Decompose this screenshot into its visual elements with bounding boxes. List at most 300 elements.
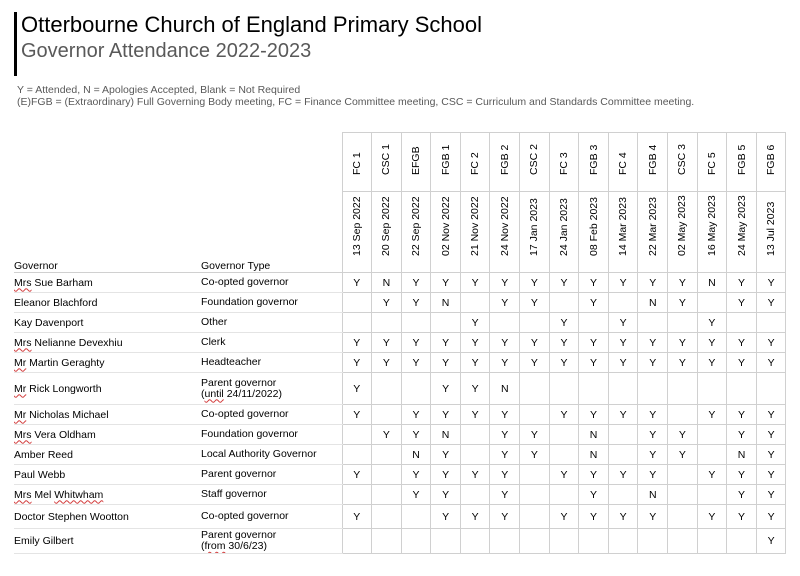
- governor-type: Co-opted governor: [201, 510, 289, 522]
- attendance-cell: [342, 529, 372, 554]
- meeting-date: 14 Mar 2023: [617, 197, 630, 256]
- attendance-cell: Y: [460, 373, 490, 405]
- attendance-cell: [668, 505, 698, 529]
- attendance-cell: [520, 405, 550, 425]
- meeting-date-header: [549, 192, 579, 273]
- attendance-cell: N: [697, 273, 727, 293]
- governor-row: [14, 293, 786, 313]
- attendance-cell: [668, 313, 698, 333]
- attendance-cell: Y: [697, 313, 727, 333]
- attendance-cell: [697, 529, 727, 554]
- attendance-cell: Y: [697, 405, 727, 425]
- legend-abbreviations: (E)FGB = (Extraordinary) Full Governing Body meeting, FC = Finance Committee meeting, CSC = Curriculum and Standards Committee meeting.: [17, 96, 695, 108]
- attendance-cell: [697, 485, 727, 505]
- attendance-cell: [756, 373, 786, 405]
- meeting-date-header: [372, 192, 402, 273]
- attendance-cell: Y: [490, 465, 520, 485]
- governor-type: Foundation governor: [201, 428, 298, 440]
- attendance-cell: [697, 425, 727, 445]
- governor-type-cell: [201, 445, 342, 465]
- governor-type: Staff governor: [201, 488, 267, 500]
- governor-type-cell: [201, 405, 342, 425]
- governor-type-cell: [201, 293, 342, 313]
- attendance-cell: Y: [756, 505, 786, 529]
- attendance-cell: Y: [608, 405, 638, 425]
- attendance-cell: [579, 313, 609, 333]
- governor-name: Mrs Mel Whitwham: [14, 485, 201, 505]
- attendance-cell: Y: [520, 333, 550, 353]
- governor-name: Kay Davenport: [14, 313, 201, 333]
- attendance-cell: Y: [756, 333, 786, 353]
- meeting-code-header: [579, 133, 609, 192]
- attendance-cell: [372, 445, 402, 465]
- attendance-cell: Y: [490, 405, 520, 425]
- governor-name: Mr Martin Geraghty: [14, 353, 201, 373]
- meeting-date: 02 May 2023: [676, 195, 689, 256]
- meeting-code-header: [727, 133, 757, 192]
- attendance-cell: [638, 373, 668, 405]
- governor-name: Mrs Sue Barham: [14, 273, 201, 293]
- governor-type-cell: [201, 313, 342, 333]
- governor-row: [14, 405, 786, 425]
- governor-name: Amber Reed: [14, 445, 201, 465]
- attendance-table: [14, 132, 786, 554]
- attendance-cell: Y: [579, 505, 609, 529]
- governor-type: Co-opted governor: [201, 276, 289, 288]
- attendance-cell: Y: [579, 273, 609, 293]
- attendance-cell: Y: [638, 273, 668, 293]
- attendance-cell: [372, 313, 402, 333]
- meeting-code-header: [490, 133, 520, 192]
- meeting-date: 08 Feb 2023: [587, 197, 600, 256]
- governor-name: Eleanor Blachford: [14, 293, 201, 313]
- attendance-cell: [579, 373, 609, 405]
- attendance-cell: Y: [431, 445, 461, 465]
- attendance-cell: Y: [549, 333, 579, 353]
- meeting-code: FGB 6: [765, 144, 778, 175]
- meeting-date-header: [608, 192, 638, 273]
- attendance-cell: Y: [490, 505, 520, 529]
- attendance-cell: [697, 293, 727, 313]
- meeting-date-header: [697, 192, 727, 273]
- attendance-cell: [342, 293, 372, 313]
- attendance-cell: Y: [579, 353, 609, 373]
- attendance-cell: [342, 445, 372, 465]
- attendance-cell: Y: [727, 273, 757, 293]
- attendance-cell: [342, 485, 372, 505]
- attendance-cell: [668, 405, 698, 425]
- meeting-date-header: [431, 192, 461, 273]
- attendance-cell: [460, 445, 490, 465]
- meeting-code: CSC 3: [676, 144, 689, 175]
- attendance-cell: Y: [401, 273, 431, 293]
- attendance-cell: [727, 313, 757, 333]
- governor-row: [14, 373, 786, 405]
- attendance-cell: [342, 425, 372, 445]
- attendance-cell: [490, 313, 520, 333]
- attendance-cell: Y: [668, 293, 698, 313]
- attendance-cell: [697, 445, 727, 465]
- attendance-cell: [579, 529, 609, 554]
- governor-type: Clerk: [201, 336, 226, 348]
- attendance-cell: Y: [638, 465, 668, 485]
- governor-type: Co-opted governor: [201, 408, 289, 420]
- governor-row: [14, 313, 786, 333]
- meeting-date: 24 May 2023: [735, 195, 748, 256]
- attendance-cell: [608, 373, 638, 405]
- governor-type-cell: [201, 529, 342, 554]
- meeting-date-header: [460, 192, 490, 273]
- governor-column-header: Governor: [14, 133, 201, 273]
- meeting-date: 13 Sep 2022: [350, 196, 363, 256]
- meeting-code-header: [460, 133, 490, 192]
- governor-type-column-header: Governor Type: [201, 133, 342, 273]
- meeting-code-header: [668, 133, 698, 192]
- attendance-cell: [756, 313, 786, 333]
- attendance-cell: Y: [727, 425, 757, 445]
- meeting-date: 24 Nov 2022: [498, 196, 511, 256]
- attendance-cell: Y: [401, 353, 431, 373]
- attendance-cell: Y: [460, 313, 490, 333]
- governor-term-note: (from 30/6/23): [201, 540, 267, 552]
- meeting-code-header: [756, 133, 786, 192]
- attendance-cell: Y: [756, 273, 786, 293]
- meeting-date-header: [638, 192, 668, 273]
- meeting-date: 16 May 2023: [705, 195, 718, 256]
- attendance-cell: [342, 313, 372, 333]
- attendance-cell: Y: [638, 405, 668, 425]
- meeting-code: CSC 2: [528, 144, 541, 175]
- meeting-date: 21 Nov 2022: [469, 196, 482, 256]
- attendance-cell: Y: [668, 353, 698, 373]
- attendance-cell: Y: [727, 333, 757, 353]
- attendance-cell: [520, 465, 550, 485]
- legend-key: Y = Attended, N = Apologies Accepted, Blank = Not Required: [17, 84, 301, 96]
- attendance-cell: Y: [756, 465, 786, 485]
- meeting-date: 13 Jul 2023: [765, 201, 778, 256]
- meeting-code: FC 1: [350, 152, 363, 175]
- attendance-cell: Y: [460, 405, 490, 425]
- legend: [17, 84, 694, 108]
- attendance-cell: [549, 529, 579, 554]
- attendance-cell: Y: [549, 273, 579, 293]
- attendance-cell: Y: [756, 425, 786, 445]
- attendance-cell: [608, 529, 638, 554]
- attendance-cell: [549, 425, 579, 445]
- meeting-code: FC 3: [557, 152, 570, 175]
- attendance-cell: Y: [342, 353, 372, 373]
- attendance-cell: N: [638, 293, 668, 313]
- attendance-cell: Y: [727, 405, 757, 425]
- attendance-cell: Y: [579, 293, 609, 313]
- attendance-cell: Y: [608, 313, 638, 333]
- meeting-code-header: [697, 133, 727, 192]
- attendance-cell: [638, 313, 668, 333]
- attendance-cell: Y: [756, 485, 786, 505]
- attendance-cell: Y: [372, 333, 402, 353]
- attendance-cell: Y: [608, 273, 638, 293]
- governor-type: Parent governor: [201, 529, 277, 541]
- attendance-cell: [520, 505, 550, 529]
- attendance-cell: Y: [727, 505, 757, 529]
- attendance-cell: Y: [460, 273, 490, 293]
- attendance-cell: [549, 293, 579, 313]
- attendance-cell: Y: [697, 333, 727, 353]
- attendance-cell: [727, 373, 757, 405]
- attendance-cell: N: [579, 445, 609, 465]
- attendance-cell: Y: [490, 445, 520, 465]
- attendance-cell: Y: [520, 293, 550, 313]
- attendance-cell: Y: [520, 445, 550, 465]
- attendance-cell: [608, 425, 638, 445]
- attendance-cell: [668, 373, 698, 405]
- attendance-cell: [401, 505, 431, 529]
- meeting-date-header: [342, 192, 372, 273]
- attendance-cell: [520, 373, 550, 405]
- meeting-date: 20 Sep 2022: [380, 196, 393, 256]
- attendance-cell: [460, 485, 490, 505]
- attendance-cell: Y: [727, 293, 757, 313]
- attendance-cell: [372, 529, 402, 554]
- attendance-cell: Y: [490, 333, 520, 353]
- governor-type: Headteacher: [201, 356, 262, 368]
- meeting-code: FC 5: [705, 152, 718, 175]
- attendance-cell: Y: [756, 353, 786, 373]
- attendance-cell: [549, 485, 579, 505]
- meeting-date: 02 Nov 2022: [439, 196, 452, 256]
- meeting-code: EFGB: [409, 146, 422, 175]
- attendance-cell: [668, 465, 698, 485]
- governor-term-note: (until 24/11/2022): [201, 387, 282, 400]
- meeting-code: CSC 1: [380, 144, 393, 175]
- meeting-date-header: [668, 192, 698, 273]
- meeting-code-header: [549, 133, 579, 192]
- meeting-code-header: [431, 133, 461, 192]
- attendance-cell: Y: [431, 405, 461, 425]
- meeting-code-header: [372, 133, 402, 192]
- governor-type-cell: [201, 373, 342, 405]
- attendance-cell: Y: [401, 485, 431, 505]
- meeting-date-header: [490, 192, 520, 273]
- attendance-cell: [608, 485, 638, 505]
- governor-type: Parent governor: [201, 376, 277, 389]
- meeting-code: FGB 3: [587, 144, 600, 175]
- attendance-cell: Y: [727, 465, 757, 485]
- governor-type-cell: [201, 273, 342, 293]
- governor-name: Mr Rick Longworth: [14, 373, 201, 405]
- attendance-cell: Y: [727, 485, 757, 505]
- attendance-cell: Y: [756, 529, 786, 554]
- attendance-cell: Y: [668, 273, 698, 293]
- attendance-cell: Y: [668, 445, 698, 465]
- meeting-date-header: [727, 192, 757, 273]
- attendance-cell: N: [401, 445, 431, 465]
- governor-name: Doctor Stephen Wootton: [14, 505, 201, 529]
- attendance-cell: Y: [520, 273, 550, 293]
- meeting-code-header: [401, 133, 431, 192]
- attendance-cell: Y: [342, 405, 372, 425]
- attendance-cell: Y: [549, 353, 579, 373]
- attendance-cell: Y: [460, 505, 490, 529]
- attendance-cell: Y: [490, 273, 520, 293]
- governor-type-cell: [201, 485, 342, 505]
- attendance-cell: Y: [401, 405, 431, 425]
- governor-type-cell: [201, 353, 342, 373]
- governor-row: [14, 333, 786, 353]
- governor-row: [14, 465, 786, 485]
- governor-type-cell: [201, 505, 342, 529]
- attendance-cell: [372, 505, 402, 529]
- attendance-cell: [608, 445, 638, 465]
- meeting-date: 22 Sep 2022: [409, 196, 422, 256]
- governor-row: [14, 529, 786, 554]
- meeting-date: 17 Jan 2023: [528, 198, 541, 256]
- attendance-cell: Y: [579, 405, 609, 425]
- attendance-cell: Y: [372, 425, 402, 445]
- meeting-code: FGB 1: [439, 144, 452, 175]
- attendance-cell: [549, 373, 579, 405]
- governor-type-cell: [201, 465, 342, 485]
- attendance-cell: Y: [431, 505, 461, 529]
- attendance-cell: [697, 373, 727, 405]
- attendance-cell: Y: [460, 333, 490, 353]
- attendance-cell: [401, 373, 431, 405]
- attendance-cell: Y: [342, 505, 372, 529]
- attendance-cell: [460, 529, 490, 554]
- attendance-cell: Y: [372, 353, 402, 373]
- attendance-cell: Y: [579, 333, 609, 353]
- attendance-cell: Y: [401, 333, 431, 353]
- governor-row: [14, 505, 786, 529]
- attendance-cell: [638, 529, 668, 554]
- meeting-code: FGB 5: [735, 144, 748, 175]
- attendance-cell: Y: [431, 353, 461, 373]
- meeting-code-header: [342, 133, 372, 192]
- meeting-date-header: [520, 192, 550, 273]
- attendance-cell: [431, 313, 461, 333]
- attendance-cell: Y: [668, 425, 698, 445]
- attendance-cell: Y: [697, 353, 727, 373]
- meeting-date-header: [756, 192, 786, 273]
- attendance-cell: [490, 529, 520, 554]
- attendance-cell: Y: [638, 333, 668, 353]
- attendance-cell: Y: [608, 333, 638, 353]
- attendance-cell: Y: [342, 273, 372, 293]
- attendance-cell: [401, 313, 431, 333]
- attendance-cell: Y: [342, 373, 372, 405]
- governor-row: [14, 425, 786, 445]
- attendance-cell: Y: [490, 353, 520, 373]
- attendance-cell: [520, 313, 550, 333]
- attendance-cell: Y: [608, 505, 638, 529]
- attendance-cell: Y: [549, 465, 579, 485]
- attendance-cell: [460, 293, 490, 313]
- attendance-cell: Y: [638, 445, 668, 465]
- attendance-cell: Y: [460, 465, 490, 485]
- attendance-cell: Y: [490, 293, 520, 313]
- meeting-code: FGB 2: [498, 144, 511, 175]
- attendance-cell: Y: [549, 405, 579, 425]
- attendance-cell: [372, 373, 402, 405]
- governor-type: Foundation governor: [201, 296, 298, 308]
- governor-type: Parent governor: [201, 468, 277, 480]
- attendance-cell: Y: [638, 425, 668, 445]
- attendance-cell: Y: [549, 505, 579, 529]
- governor-name: Mrs Vera Oldham: [14, 425, 201, 445]
- attendance-cell: Y: [608, 353, 638, 373]
- attendance-cell: Y: [401, 425, 431, 445]
- governor-row: [14, 273, 786, 293]
- attendance-cell: N: [638, 485, 668, 505]
- governor-name: Emily Gilbert: [14, 529, 201, 554]
- meeting-code: FGB 4: [646, 144, 659, 175]
- attendance-cell: Y: [756, 405, 786, 425]
- attendance-cell: N: [727, 445, 757, 465]
- attendance-cell: N: [579, 425, 609, 445]
- attendance-cell: Y: [431, 373, 461, 405]
- attendance-cell: [372, 465, 402, 485]
- page-title: Otterbourne Church of England Primary School: [21, 12, 483, 37]
- governor-type: Other: [201, 316, 228, 328]
- attendance-cell: [608, 293, 638, 313]
- attendance-cell: [727, 529, 757, 554]
- governor-row: [14, 485, 786, 505]
- attendance-cell: [520, 485, 550, 505]
- attendance-cell: [520, 529, 550, 554]
- attendance-cell: Y: [431, 485, 461, 505]
- meeting-code: FC 2: [469, 152, 482, 175]
- attendance-cell: [668, 485, 698, 505]
- attendance-cell: Y: [490, 425, 520, 445]
- attendance-cell: [372, 405, 402, 425]
- attendance-cell: Y: [638, 505, 668, 529]
- governor-name: Mr Nicholas Michael: [14, 405, 201, 425]
- attendance-cell: [668, 529, 698, 554]
- governor-type: Local Authority Governor: [201, 448, 317, 460]
- attendance-cell: Y: [549, 313, 579, 333]
- attendance-cell: Y: [460, 353, 490, 373]
- attendance-cell: Y: [697, 505, 727, 529]
- attendance-cell: N: [431, 293, 461, 313]
- attendance-cell: [372, 485, 402, 505]
- attendance-cell: Y: [697, 465, 727, 485]
- page-subtitle: Governor Attendance 2022-2023: [21, 40, 312, 62]
- attendance-cell: Y: [342, 333, 372, 353]
- attendance-cell: Y: [372, 293, 402, 313]
- governor-type-cell: [201, 333, 342, 353]
- attendance-cell: N: [372, 273, 402, 293]
- attendance-cell: Y: [756, 293, 786, 313]
- attendance-cell: Y: [401, 465, 431, 485]
- meeting-date-header: [401, 192, 431, 273]
- attendance-cell: [401, 529, 431, 554]
- attendance-cell: N: [431, 425, 461, 445]
- attendance-cell: Y: [490, 485, 520, 505]
- meeting-date: 24 Jan 2023: [557, 198, 570, 256]
- attendance-cell: [460, 425, 490, 445]
- attendance-cell: [431, 529, 461, 554]
- meeting-code-header: [520, 133, 550, 192]
- attendance-cell: Y: [727, 353, 757, 373]
- meeting-date: 22 Mar 2023: [646, 197, 659, 256]
- attendance-cell: Y: [520, 425, 550, 445]
- attendance-cell: Y: [431, 273, 461, 293]
- attendance-cell: Y: [431, 333, 461, 353]
- attendance-cell: Y: [638, 353, 668, 373]
- governor-name: Paul Webb: [14, 465, 201, 485]
- attendance-cell: Y: [579, 465, 609, 485]
- meeting-date-header: [579, 192, 609, 273]
